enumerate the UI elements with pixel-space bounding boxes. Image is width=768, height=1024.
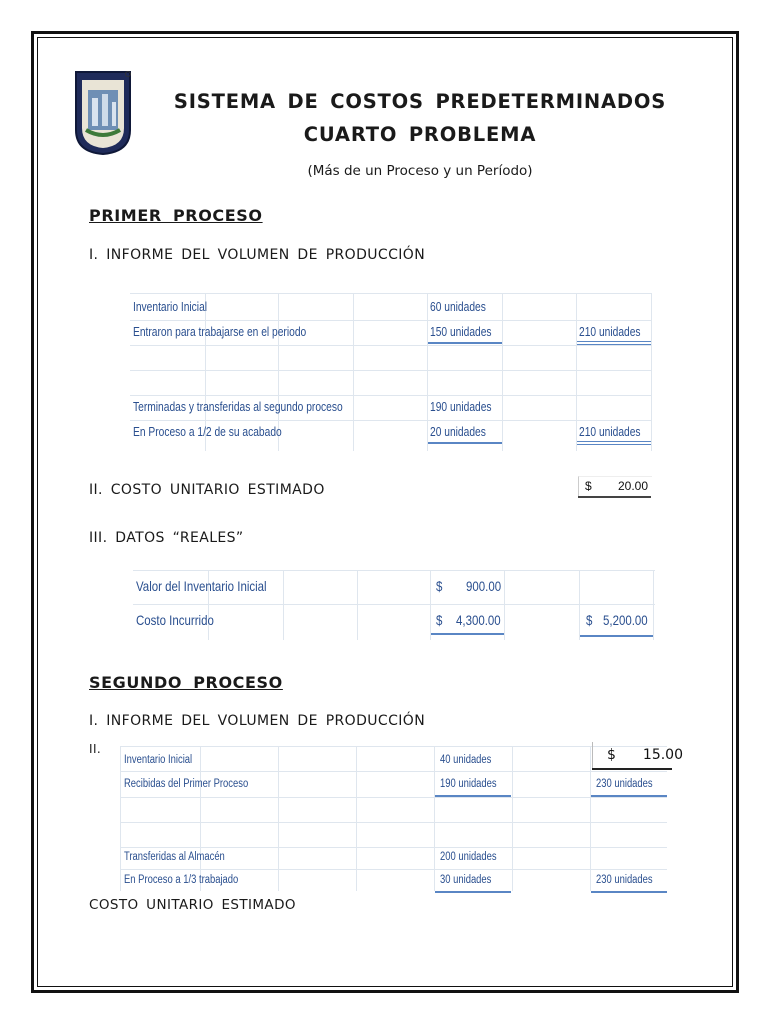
table-row-qty: 150 unidades <box>430 325 492 339</box>
currency-symbol: $ <box>585 479 592 493</box>
currency-symbol: $ <box>607 747 616 763</box>
currency-symbol: $ <box>586 612 593 628</box>
problem-title: CUARTO PROBLEMA <box>303 123 537 146</box>
currency-symbol: $ <box>436 578 443 594</box>
unit-cost-box-2 <box>592 742 683 769</box>
section-title-segundo-proceso: SEGUNDO PROCESO <box>89 673 283 692</box>
unit-cost-value: 20.00 <box>617 479 648 493</box>
page-subtitle: (Más de un Proceso y un Período) <box>307 163 533 179</box>
table-row-total: 230 unidades <box>596 874 653 886</box>
table-row-label: En Proceso a 1/2 de su acabado <box>133 425 282 439</box>
table-row-label: Inventario Inicial <box>124 754 193 766</box>
table-row-total: 230 unidades <box>596 778 653 790</box>
heading-informe-volumen-2: I. INFORME DEL VOLUMEN DE PRODUCCIÓN <box>89 713 426 729</box>
heading-informe-volumen: I. INFORME DEL VOLUMEN DE PRODUCCIÓN <box>89 247 426 263</box>
table-row-value: 4,300.00 <box>456 612 501 628</box>
table-row-label: Costo Incurrido <box>136 612 214 628</box>
heading-costo-unitario: II. COSTO UNITARIO ESTIMADO <box>89 482 325 498</box>
table-row-total: 210 unidades <box>579 325 641 339</box>
roman-numeral-ii: II. <box>89 742 102 756</box>
section-title-primer-proceso: PRIMER PROCESO <box>89 206 263 225</box>
table-row-value: 900.00 <box>466 578 502 594</box>
heading-costo-unitario-2: COSTO UNITARIO ESTIMADO <box>89 897 296 913</box>
table-row-label: Terminadas y transferidas al segundo proceso <box>133 400 343 414</box>
unit-cost-box-1 <box>578 476 652 497</box>
table-row-total: 210 unidades <box>579 425 641 439</box>
table-row-label: Inventario Inicial <box>133 300 208 314</box>
table-row-qty: 200 unidades <box>440 851 497 863</box>
table-row-total: 5,200.00 <box>603 612 648 628</box>
table-row-qty: 20 unidades <box>430 425 486 439</box>
table-row-qty: 60 unidades <box>430 300 486 314</box>
table-row-label: Valor del Inventario Inicial <box>136 578 267 594</box>
heading-datos-reales: III. DATOS “REALES” <box>89 530 244 546</box>
institute-seal-icon <box>72 68 134 156</box>
table-row-label: Entraron para trabajarse en el periodo <box>133 325 307 339</box>
unit-cost-value: 15.00 <box>642 747 683 763</box>
table-row-label: Transferidas al Almacén <box>124 851 225 863</box>
table-row-qty: 30 unidades <box>440 874 492 886</box>
currency-symbol: $ <box>436 612 443 628</box>
table-row-qty: 190 unidades <box>430 400 492 414</box>
table-row-qty: 190 unidades <box>440 778 497 790</box>
table-row-qty: 40 unidades <box>440 754 492 766</box>
table-row-label: Recibidas del Primer Proceso <box>124 778 249 790</box>
table-row-label: En Proceso a 1/3 trabajado <box>124 874 239 886</box>
page-title: SISTEMA DE COSTOS PREDETERMINADOS <box>173 90 667 113</box>
page-border-inner <box>37 37 733 987</box>
